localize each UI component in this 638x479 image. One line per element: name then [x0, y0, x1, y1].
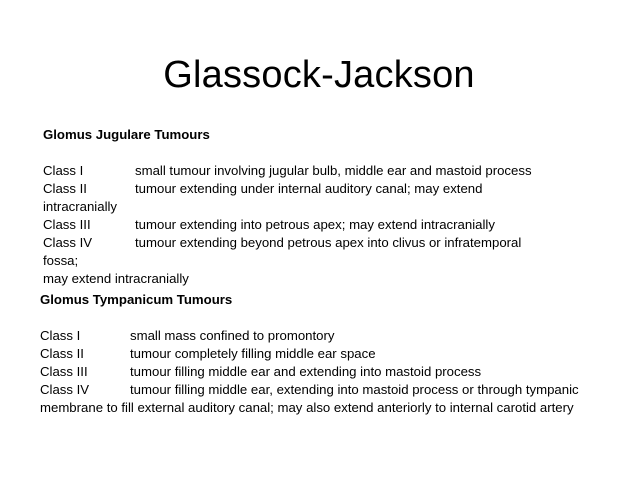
continuation-line: intracranially [43, 199, 118, 214]
class-label: Class II [43, 181, 87, 196]
class-row [40, 345, 579, 363]
continuation-line: may extend intracranially [43, 271, 189, 286]
section-heading: Glomus Tympanicum Tumours [40, 292, 233, 307]
class-description: small tumour involving jugular bulb, middle ear and mastoid process [135, 163, 532, 178]
class-description: tumour filling middle ear, extending into mastoid process or through tympanic [130, 382, 579, 397]
class-description: tumour extending beyond petrous apex into clivus or infratemporal [135, 235, 522, 250]
class-label: Class II [40, 346, 84, 361]
class-row [40, 381, 579, 399]
class-label: Class I [40, 328, 81, 343]
continuation-line: membrane to fill external auditory canal; may also extend anteriorly to internal carotid artery [40, 400, 574, 415]
class-description: tumour filling middle ear and extending into mastoid process [130, 364, 482, 379]
spacer [40, 309, 579, 327]
continuation-line: fossa; [43, 253, 79, 268]
slide-title: Glassock-Jackson [163, 54, 475, 96]
class-description: tumour completely filling middle ear space [130, 346, 376, 361]
class-row [43, 234, 532, 252]
section-heading: Glomus Jugulare Tumours [43, 127, 210, 142]
class-row [43, 216, 532, 234]
class-label: Class III [40, 364, 88, 379]
class-description: tumour extending into petrous apex; may extend intracranially [135, 217, 495, 232]
glomus-jugulare-section [43, 126, 532, 288]
class-label: Class IV [40, 382, 90, 397]
class-label: Class I [43, 163, 84, 178]
class-row [43, 180, 532, 198]
class-row [40, 363, 579, 381]
glomus-tympanicum-section [40, 291, 579, 417]
spacer [43, 144, 532, 162]
class-label: Class III [43, 217, 91, 232]
class-row [40, 327, 579, 345]
class-description: small mass confined to promontory [130, 328, 335, 343]
class-row [43, 162, 532, 180]
class-label: Class IV [43, 235, 93, 250]
class-description: tumour extending under internal auditory canal; may extend [135, 181, 483, 196]
